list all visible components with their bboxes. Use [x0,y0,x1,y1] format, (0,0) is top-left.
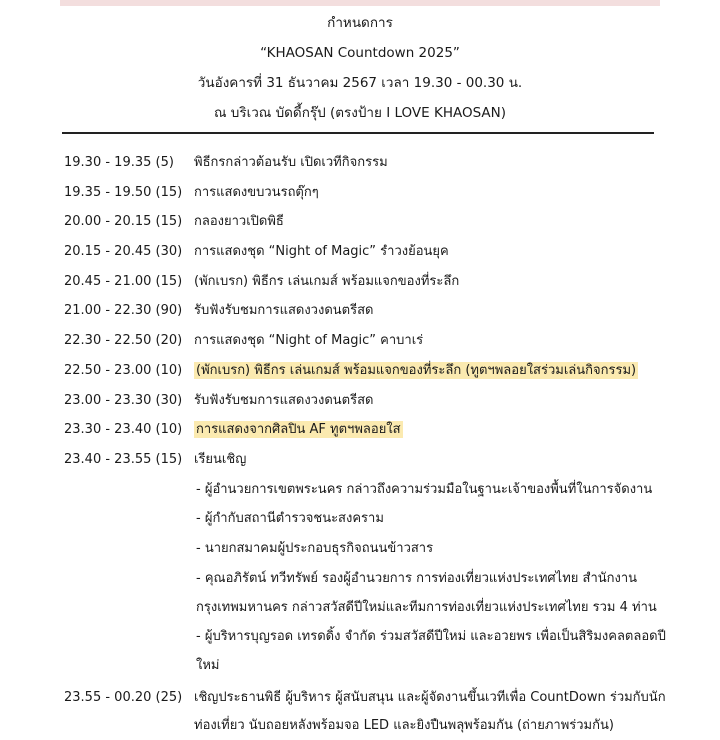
row-activity: เรียนเชิญ [194,451,247,467]
schedule-row [64,267,674,297]
invitee-item: - คุณอภิรัตน์ ทวีทรัพย์ รองผู้อำนวยการ การท่องเที่ยวแห่งประเทศไทย สำนักงานกรุงเทพมหานคร กล่าวสวัสดีปีใหม่และทีมการท่องเที่ยวแห่งประเทศไทย รวม 4 ท่าน [196,570,657,615]
schedule-row-highlighted [64,415,674,445]
row-activity: การแสดงชุด “Night of Magic” รำวงย้อนยุค [194,244,449,260]
row-time: 20.45 - 21.00 (15) [64,273,183,289]
schedule-row [64,207,674,237]
event-name: “KHAOSAN Countdown 2025” [260,45,460,61]
row-time: 22.50 - 23.00 (10) [64,362,183,378]
event-date-time: วันอังคารที่ 31 ธันวาคม 2567 เวลา 19.30 - 00.30 น. [197,75,523,91]
event-venue: ณ บริเวณ บัดดี้กรุ๊ป (ตรงป้าย I LOVE KHAOSAN) [213,105,507,121]
document-header [0,8,720,128]
document-title: กำหนดการ [327,15,393,31]
schedule-list [64,148,674,740]
row-activity: (พักเบรก) พิธีกร เล่นเกมส์ พร้อมแจกของที่ระลึก [194,273,460,289]
schedule-row [64,296,674,326]
row-activity: กลองยาวเปิดพิธี [194,214,284,230]
top-decoration-bar [60,0,660,6]
row-activity-highlighted: (พักเบรก) พิธีกร เล่นเกมส์ พร้อมแจกของที่ระลึก (ทูตฯพลอยใสร่วมเล่นกิจกรรม) [196,362,637,378]
schedule-row [64,445,674,475]
row-activity: การแสดงชุด “Night of Magic” คาบาเร่ [194,333,424,349]
schedule-row [64,237,674,267]
row-time: 23.40 - 23.55 (15) [64,451,183,467]
row-time: 20.15 - 20.45 (30) [64,244,183,260]
row-time: 21.00 - 22.30 (90) [64,303,183,319]
row-time: 23.00 - 23.30 (30) [64,392,183,408]
row-time: 19.35 - 19.50 (15) [64,184,183,200]
row-activity-highlighted: การแสดงจากศิลปิน AF ทูตฯพลอยใส [196,422,401,438]
countdown-row [64,684,674,740]
row-time: 19.30 - 19.35 (5) [64,155,174,170]
schedule-row-highlighted [64,356,674,386]
row-activity: การแสดงขบวนรถตุ๊กๆ [194,184,319,200]
schedule-row [64,386,674,416]
row-time: 20.00 - 20.15 (15) [64,214,183,230]
invitee-item: - นายกสมาคมผู้ประกอบธุรกิจถนนข้าวสาร [196,540,434,556]
invitee-item: - ผู้กำกับสถานีตำรวจชนะสงคราม [196,511,384,527]
row-activity: รับฟังรับชมการแสดงวงดนตรีสด [194,303,374,319]
schedule-row [64,326,674,356]
header-divider [62,132,654,134]
schedule-row [64,178,674,208]
invitee-item: - ผู้อำนวยการเขตพระนคร กล่าวถึงความร่วมมือในฐานะเจ้าของพื้นที่ในการจัดงาน [196,481,653,497]
row-activity: พิธีกรกล่าวต้อนรับ เปิดเวทีกิจกรรม [194,155,388,170]
row-time: 23.30 - 23.40 (10) [64,422,183,438]
row-time: 22.30 - 22.50 (20) [64,333,183,349]
row-activity: เชิญประธานพิธี ผู้บริหาร ผู้สนับสนุน และผู้จัดงานขึ้นเวทีเพื่อ CountDown ร่วมกับนักท่องเที่ยว นับถอยหลังพร้อมจอ LED และยิงปืนพลุพร้อมกัน (ถ่ายภาพร่วมกัน) [194,689,666,733]
row-time: 23.55 - 00.20 (25) [64,689,183,705]
row-activity: รับฟังรับชมการแสดงวงดนตรีสด [194,392,374,408]
invitee-item: - ผู้บริหารบุญรอด เทรดดิ้ง จำกัด ร่วมสวัสดีปีใหม่ และอวยพร เพื่อเป็นสิริมงคลตลอดปีใหม่ [196,628,666,673]
schedule-row [64,148,674,178]
